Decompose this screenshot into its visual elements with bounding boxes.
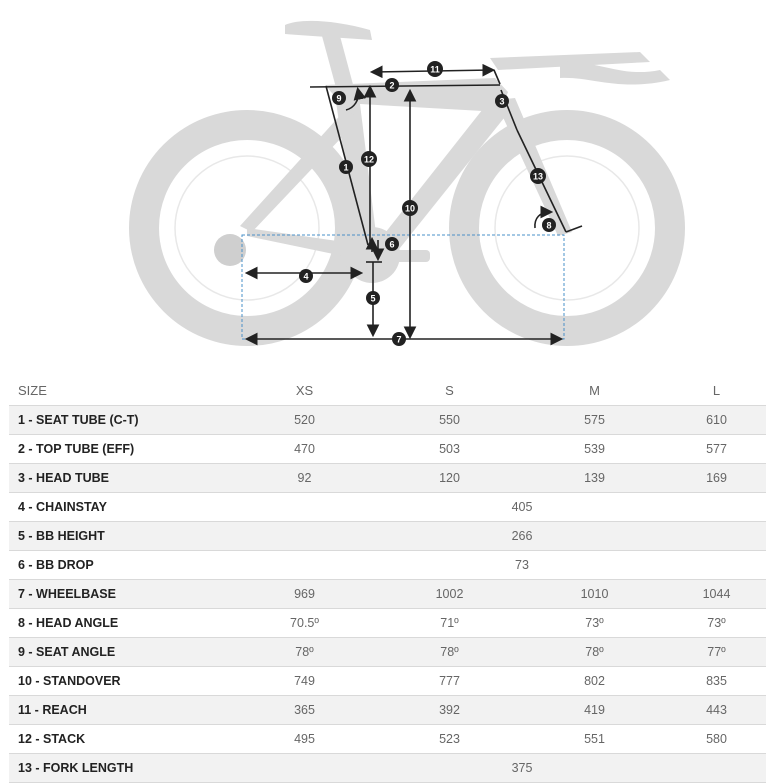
table-row [9, 406, 766, 435]
row-value: 78º [522, 638, 667, 667]
row-blank [232, 522, 377, 551]
row-value: 365 [232, 696, 377, 725]
row-value: 392 [377, 696, 522, 725]
row-value: 169 [667, 464, 766, 493]
size-m-header: M [522, 375, 667, 406]
row-value: 539 [522, 435, 667, 464]
row-blank [232, 493, 377, 522]
row-value: 139 [522, 464, 667, 493]
row-value: 520 [232, 406, 377, 435]
bike-silhouette [144, 21, 670, 331]
svg-text:2: 2 [389, 80, 395, 91]
callout-9 [332, 91, 346, 105]
row-blank [667, 522, 766, 551]
table-row [9, 667, 766, 696]
svg-text:10: 10 [404, 203, 416, 214]
table-row [9, 435, 766, 464]
size-s-header: S [377, 375, 522, 406]
row-shared-value: 405 [377, 493, 667, 522]
row-value: 1044 [667, 580, 766, 609]
table-header-row [9, 375, 766, 406]
row-label: 6 - BB DROP [9, 551, 232, 580]
table-row [9, 725, 766, 754]
row-label: 3 - HEAD TUBE [9, 464, 232, 493]
table-row [9, 464, 766, 493]
row-value: 523 [377, 725, 522, 754]
row-value: 551 [522, 725, 667, 754]
row-value: 78º [377, 638, 522, 667]
callout-7 [392, 332, 406, 346]
size-header: SIZE [9, 375, 232, 406]
row-blank [667, 493, 766, 522]
svg-text:5: 5 [370, 293, 376, 304]
row-shared-value: 375 [377, 754, 667, 783]
callout-6 [385, 237, 399, 251]
callout-11 [427, 61, 443, 77]
row-blank [667, 551, 766, 580]
row-value: 802 [522, 667, 667, 696]
row-value: 835 [667, 667, 766, 696]
geometry-table [9, 375, 766, 783]
row-value: 120 [377, 464, 522, 493]
row-label: 12 - STACK [9, 725, 232, 754]
row-value: 419 [522, 696, 667, 725]
callout-12 [361, 151, 377, 167]
row-label: 9 - SEAT ANGLE [9, 638, 232, 667]
callout-1 [339, 160, 353, 174]
row-blank [667, 754, 766, 783]
svg-text:9: 9 [336, 93, 342, 104]
row-value: 1002 [377, 580, 522, 609]
table-row [9, 609, 766, 638]
svg-text:12: 12 [363, 154, 375, 165]
table-row [9, 493, 766, 522]
table-row [9, 551, 766, 580]
table-row [9, 754, 766, 783]
row-label: 13 - FORK LENGTH [9, 754, 232, 783]
row-blank [232, 551, 377, 580]
row-label: 2 - TOP TUBE (EFF) [9, 435, 232, 464]
row-shared-value: 266 [377, 522, 667, 551]
svg-text:8: 8 [546, 220, 552, 231]
row-value: 550 [377, 406, 522, 435]
size-l-header: L [667, 375, 766, 406]
row-value: 73º [667, 609, 766, 638]
svg-text:13: 13 [532, 171, 544, 182]
svg-text:1: 1 [343, 162, 349, 173]
svg-text:7: 7 [396, 334, 402, 345]
callout-5 [366, 291, 380, 305]
callout-3 [495, 94, 509, 108]
svg-text:3: 3 [499, 96, 505, 107]
size-xs-header: XS [232, 375, 377, 406]
row-shared-value: 73 [377, 551, 667, 580]
callout-8 [542, 218, 556, 232]
row-value: 610 [667, 406, 766, 435]
row-value: 1010 [522, 580, 667, 609]
row-value: 495 [232, 725, 377, 754]
callout-4 [299, 269, 313, 283]
row-value: 92 [232, 464, 377, 493]
table-row [9, 638, 766, 667]
row-value: 470 [232, 435, 377, 464]
row-value: 78º [232, 638, 377, 667]
callout-10 [402, 200, 418, 216]
row-blank [232, 754, 377, 783]
row-value: 77º [667, 638, 766, 667]
row-label: 8 - HEAD ANGLE [9, 609, 232, 638]
row-label: 7 - WHEELBASE [9, 580, 232, 609]
row-value: 70.5º [232, 609, 377, 638]
row-value: 749 [232, 667, 377, 696]
row-value: 503 [377, 435, 522, 464]
row-value: 443 [667, 696, 766, 725]
row-value: 575 [522, 406, 667, 435]
row-label: 4 - CHAINSTAY [9, 493, 232, 522]
row-label: 1 - SEAT TUBE (C-T) [9, 406, 232, 435]
svg-text:6: 6 [389, 239, 395, 250]
callout-2 [385, 78, 399, 92]
row-label: 11 - REACH [9, 696, 232, 725]
row-value: 71º [377, 609, 522, 638]
row-value: 73º [522, 609, 667, 638]
table-row [9, 696, 766, 725]
callout-13 [530, 168, 546, 184]
row-value: 580 [667, 725, 766, 754]
row-value: 777 [377, 667, 522, 696]
row-label: 10 - STANDOVER [9, 667, 232, 696]
svg-text:4: 4 [303, 271, 309, 282]
bike-geometry-diagram [0, 0, 766, 360]
row-value: 969 [232, 580, 377, 609]
svg-text:11: 11 [430, 64, 440, 75]
row-value: 577 [667, 435, 766, 464]
row-label: 5 - BB HEIGHT [9, 522, 232, 551]
table-row [9, 580, 766, 609]
table-row [9, 522, 766, 551]
